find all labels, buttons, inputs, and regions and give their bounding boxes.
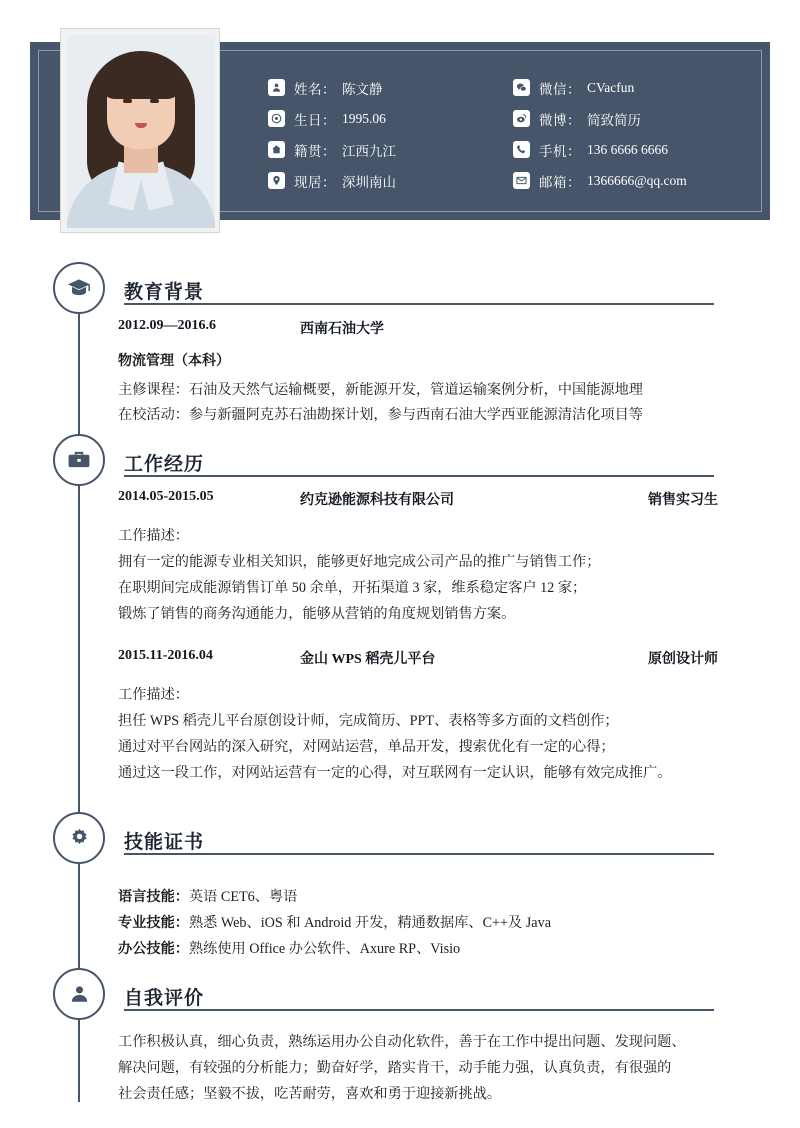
contact-value: CVacfun (587, 79, 635, 95)
section-divider (124, 853, 714, 855)
contact-item-location (268, 165, 513, 196)
work-role: 原创设计师 (648, 652, 718, 667)
contact-value: 深圳南山 (342, 174, 396, 190)
skill-label: 语言技能： (118, 889, 189, 905)
home-icon (268, 141, 285, 158)
work-desc-line: 通过这一段工作，对网站运营有一定的心得，对互联网有一定认识，能够有效完成推广。 (118, 765, 672, 781)
page-title-work: 工作经历 (124, 453, 205, 475)
work-desc-line: 在职期间完成能源销售订单 50 余单，开拓渠道 3 家，维系稳定客户 12 家； (118, 580, 587, 596)
contact-label: 邮箱： (539, 174, 581, 190)
work-date: 2014.05-2015.05 (118, 489, 214, 504)
contact-label: 现居： (294, 174, 336, 190)
contact-item-wechat (513, 72, 758, 103)
work-desc-label: 工作描述： (118, 687, 189, 703)
contact-item-birthday (268, 103, 513, 134)
location-icon (268, 172, 285, 189)
contact-item-name (268, 72, 513, 103)
avatar (60, 28, 220, 233)
mail-icon (513, 172, 530, 189)
contact-label: 微信： (539, 81, 581, 97)
work-desc-line: 拥有一定的能源专业相关知识，能够更好地完成公司产品的推广与销售工作； (118, 554, 601, 570)
skill-value: 熟悉 Web、iOS 和 Android 开发，精通数据库、C++及 Java (188, 915, 551, 931)
page-title-evaluation: 自我评价 (124, 987, 205, 1009)
person-badge-icon (53, 968, 105, 1020)
contact-value: 1995.06 (342, 110, 386, 126)
wechat-icon (513, 79, 530, 96)
contact-label: 生日： (294, 112, 336, 128)
skill-label: 专业技能： (118, 915, 189, 931)
phone-icon (513, 141, 530, 158)
weibo-icon (513, 110, 530, 127)
contact-label: 手机： (539, 143, 581, 159)
user-icon (268, 79, 285, 96)
evaluation-line: 工作积极认真，细心负责，熟练运用办公自动化软件，善于在工作中提出问题、发现问题、 (118, 1034, 686, 1050)
section-divider (124, 475, 714, 477)
skill-value: 英语 CET6、粤语 (188, 889, 298, 905)
skill-value: 熟练使用 Office 办公软件、Axure RP、Visio (188, 941, 461, 957)
page-title-skills: 技能证书 (124, 831, 205, 853)
work-company: 约克逊能源科技有限公司 (300, 493, 454, 508)
education-entry-head (118, 318, 728, 338)
contact-label: 微博： (539, 112, 581, 128)
work-date: 2015.11-2016.04 (118, 648, 213, 663)
contact-value: 江西九江 (342, 143, 396, 159)
contact-value: 1366666@qq.com (587, 172, 687, 188)
graduation-cap-icon (53, 262, 105, 314)
contact-label: 籍贯： (294, 143, 336, 159)
gear-icon (53, 812, 105, 864)
contact-value: 136 6666 6666 (587, 141, 668, 157)
work-role: 销售实习生 (648, 493, 718, 508)
contact-value: 陈文静 (342, 81, 383, 97)
work-desc-line: 锻炼了销售的商务沟通能力，能够从营销的角度规划销售方案。 (118, 606, 516, 622)
briefcase-icon (53, 434, 105, 486)
contact-item-weibo (513, 103, 758, 134)
resume-header (30, 28, 770, 233)
work-entry-head (118, 489, 728, 509)
education-courses: 主修课程：石油及天然气运输概要，新能源开发，管道运输案例分析，中国能源地理 (118, 382, 643, 398)
section-divider (124, 303, 714, 305)
work-desc-line: 通过对平台网站的深入研究，对网站运营，单品开发，搜索优化有一定的心得； (118, 739, 615, 755)
skill-label: 办公技能： (118, 941, 189, 957)
work-company: 金山 WPS 稻壳儿平台 (300, 652, 436, 667)
work-entry-head (118, 648, 728, 668)
birthday-icon (268, 110, 285, 127)
skill-row (118, 885, 718, 910)
skill-row (118, 911, 718, 936)
contact-list (268, 72, 758, 196)
contact-value: 简致简历 (587, 112, 641, 128)
education-activities: 在校活动：参与新疆阿克苏石油勘探计划，参与西南石油大学西亚能源清洁化项目等 (118, 407, 643, 423)
work-desc-line: 担任 WPS 稻壳儿平台原创设计师，完成简历、PPT、表格等多方面的文档创作； (118, 713, 619, 729)
portrait-photo (67, 35, 215, 228)
evaluation-line: 社会责任感；坚毅不拔，吃苦耐劳，喜欢和勇于迎接新挑战。 (118, 1086, 502, 1102)
contact-item-email (513, 165, 758, 196)
education-school: 西南石油大学 (300, 322, 384, 337)
contact-label: 姓名： (294, 81, 336, 97)
work-desc-label: 工作描述： (118, 528, 189, 544)
contact-item-hometown (268, 134, 513, 165)
education-date: 2012.09—2016.6 (118, 318, 216, 333)
page-title-education: 教育背景 (124, 281, 205, 303)
education-major: 物流管理（本科） (118, 354, 230, 369)
skill-row (118, 937, 718, 962)
contact-item-phone (513, 134, 758, 165)
evaluation-line: 解决问题，有较强的分析能力；勤奋好学，踏实肯干，动手能力强，认真负责，有很强的 (118, 1060, 672, 1076)
section-divider (124, 1009, 714, 1011)
